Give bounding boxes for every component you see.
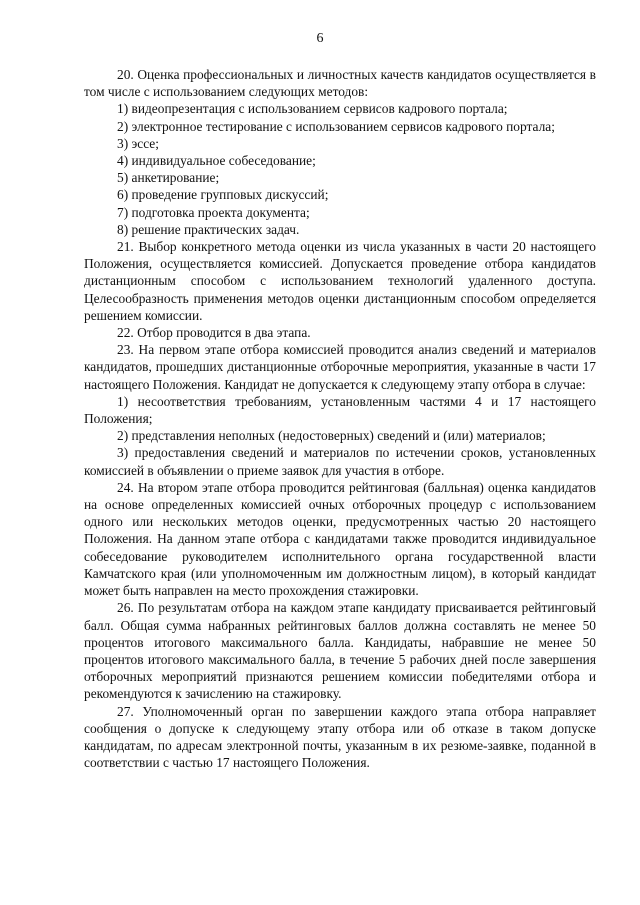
case-item-3: 3) предоставления сведений и материалов по истечении сроков, установленных комиссией в объявлении о приеме заявок для участия в отборе. [84,445,596,478]
method-item-8: 8) решение практических задач. [117,221,300,237]
document-body [84,66,596,771]
method-item-1: 1) видеопрезентация с использованием сервисов кадрового портала; [117,101,508,117]
case-item-1: 1) несоответствия требованиям, установленным частями 4 и 17 настоящего Положения; [84,393,596,427]
method-item-2: 2) электронное тестирование с использованием сервисов кадрового портала; [117,118,555,134]
paragraph-22: 22. Отбор проводится в два этапа. [117,325,311,341]
method-item-3: 3) эссе; [117,135,159,151]
method-item-5: 5) анкетирование; [117,170,220,186]
method-item-6: 6) проведение групповых дискуссий; [117,187,329,203]
paragraph-23: 23. На первом этапе отбора комиссией проводится анализ сведений и материалов кандидатов, прошедших дистанционные отборочные мероприятия, указанные в части 17 настоящего Положения. Кандидат не допускается к следующему этапу отбора в случае: [84,342,596,392]
page-number: 6 [316,31,324,46]
method-item-4: 4) индивидуальное собеседование; [117,153,316,169]
case-item-2: 2) представления неполных (недостоверных) сведений и (или) материалов; [117,428,546,444]
paragraph-21: 21. Выбор конкретного метода оценки из числа указанных в части 20 настоящего Положения, осуществляется комиссией. Допускается проведение отбора кандидатов дистанционным способом с использованием технологий удаленного доступа. Целесообразность применения методов оценки дистанционным способом определяется решением комиссии. [84,239,596,323]
paragraph-27: 27. Уполномоченный орган по завершении каждого этапа отбора направляет сообщения о допуске к следующему этапу отбора или об отказе в таком допуске кандидатам, по адресам электронной почты, указанным в их резюме-заявке, поданной в соответствии с частью 17 настоящего Положения. [84,703,596,771]
paragraph-26: 26. По результатам отбора на каждом этапе кандидату присваивается рейтинговый балл. Общая сумма набранных рейтинговых баллов должна составлять не менее 50 процентов итогового максимального балла. Кандидаты, набравшие не менее 50 процентов итогового максимального балла, в течение 5 рабочих дней после завершения отборочных мероприятий признаются решением комиссии победителями отбора и рекомендуются к зачислению на стажировку. [84,600,596,702]
paragraph-20: 20. Оценка профессиональных и личностных качеств кандидатов осуществляется в том числе с использованием следующих методов: [84,67,596,100]
paragraph-24: 24. На втором этапе отбора проводится рейтинговая (балльная) оценка кандидатов на основе определенных комиссией очных отборочных процедур с использованием одного или нескольких методов оценки, предусмотренных частью 20 настоящего Положения. На данном этапе отбора с кандидатами также проводится индивидуальное собеседование руководителем исполнительного органа государственной власти Камчатского края (или уполномоченным им должностным лицом), в который кандидат может быть направлен на место прохождения стажировки. [84,479,596,599]
method-item-7: 7) подготовка проекта документа; [117,204,310,220]
